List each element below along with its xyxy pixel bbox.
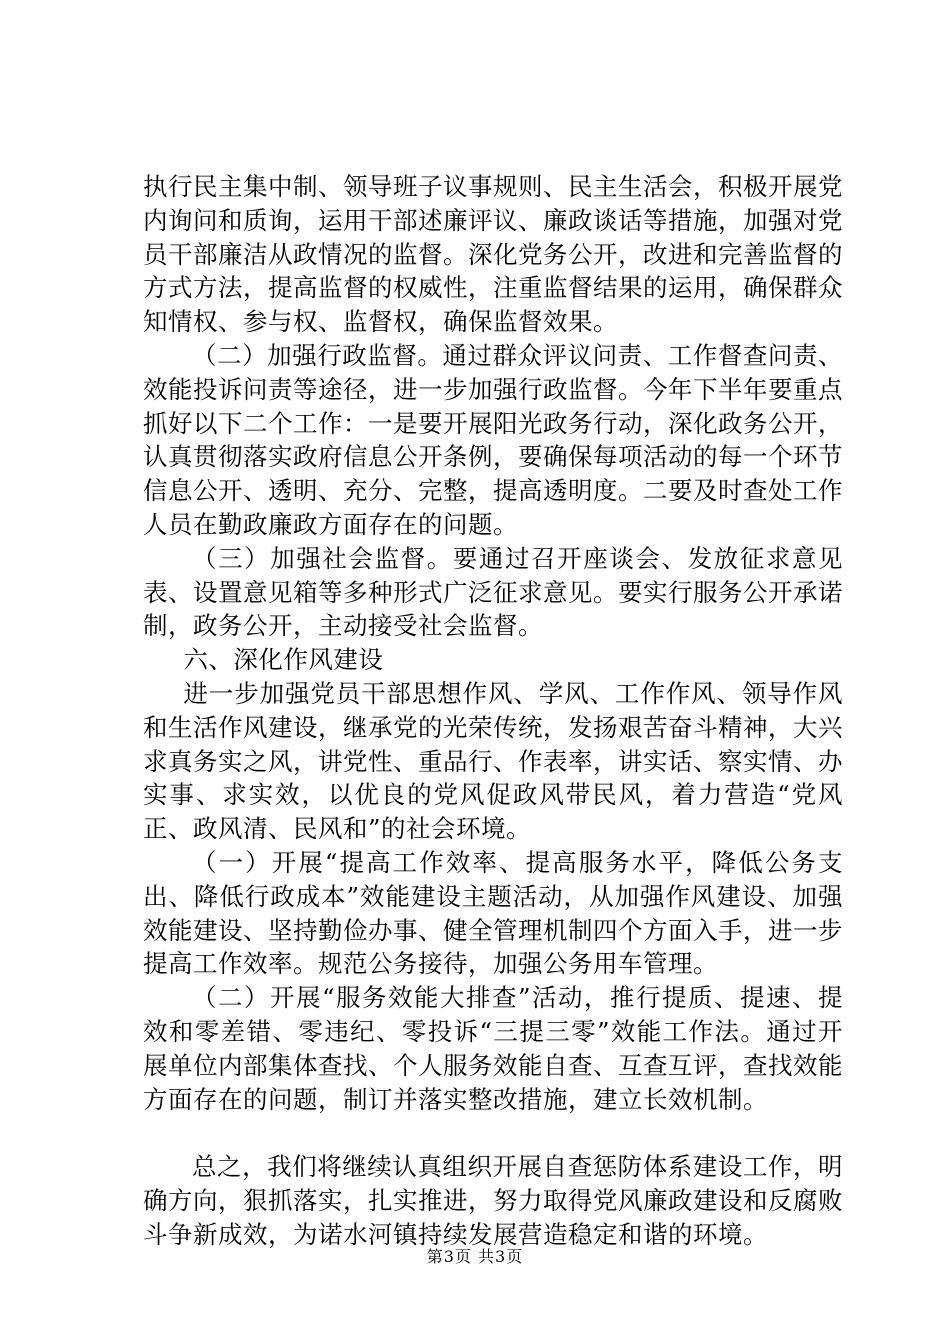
paragraph-gap bbox=[143, 1116, 843, 1150]
paragraph-conclusion: 总之，我们将继续认真组织开展自查惩防体系建设工作，明确方向，狠抓落实，扎实推进，努力取得党风廉政建设和反腐败斗争新成效，为诺水河镇持续发展营造稳定和谐的环境。 bbox=[143, 1152, 843, 1249]
section-heading-work-style: 六、深化作风建设 bbox=[183, 645, 384, 675]
paragraph-work-style-intro: 进一步加强党员干部思想作风、学风、工作作风、领导作风和生活作风建设，继承党的光荣传统，发扬艰苦奋斗精神，大兴求真务实之风，讲党性、重品行、作表率，讲实话、察实情、办实事、求实效，以优良的党风促政风带民风，着力营造“党风正、政风清、民风和”的社会环境。 bbox=[143, 678, 843, 844]
paragraph-social-supervision: （三）加强社会监督。要通过召开座谈会、发放征求意见表、设置意见箱等多种形式广泛征求意见。要实行服务公开承诺制，政务公开，主动接受社会监督。 bbox=[143, 543, 843, 641]
paragraph-service-review: （二）开展“服务效能大排查”活动，推行提质、提速、提效和零差错、零违纪、零投诉“三提三零”效能工作法。通过开展单位内部集体查找、个人服务效能自查、互查互评，查找效能方面存在的问题，制订并落实整改措施，建立长效机制。 bbox=[143, 983, 843, 1114]
paragraph-administrative-supervision: （二）加强行政监督。通过群众评议问责、工作督查问责、效能投诉问责等途径，进一步加强行政监督。今年下半年要重点抓好以下二个工作：一是要开展阳光政务行动，深化政务公开，认真贯彻落实政府信息公开条例，要确保每项活动的每一个环节信息公开、透明、充分、完整，提高透明度。二要及时查处工作人员在勤政廉政方面存在的问题。 bbox=[143, 340, 843, 539]
page-number-footer: 第3页 共3页 bbox=[426, 1247, 524, 1266]
paragraph-efficiency-campaign: （一）开展“提高工作效率、提高服务水平，降低公务支出、降低行政成本”效能建设主题活动，从加强作风建设、加强效能建设、坚持勤俭办事、健全管理机制四个方面入手，进一步提高工作效率。规范公务接待，加强公务用车管理。 bbox=[143, 847, 843, 979]
document-body bbox=[143, 170, 843, 1252]
paragraph-supervision-continued: 执行民主集中制、领导班子议事规则、民主生活会，积极开展党内询问和质询，运用干部述廉评议、廉政谈话等措施，加强对党员干部廉洁从政情况的监督。深化党务公开，改进和完善监督的方式方法，提高监督的权威性，注重监督结果的运用，确保群众知情权、参与权、监督权，确保监督效果。 bbox=[143, 172, 843, 337]
